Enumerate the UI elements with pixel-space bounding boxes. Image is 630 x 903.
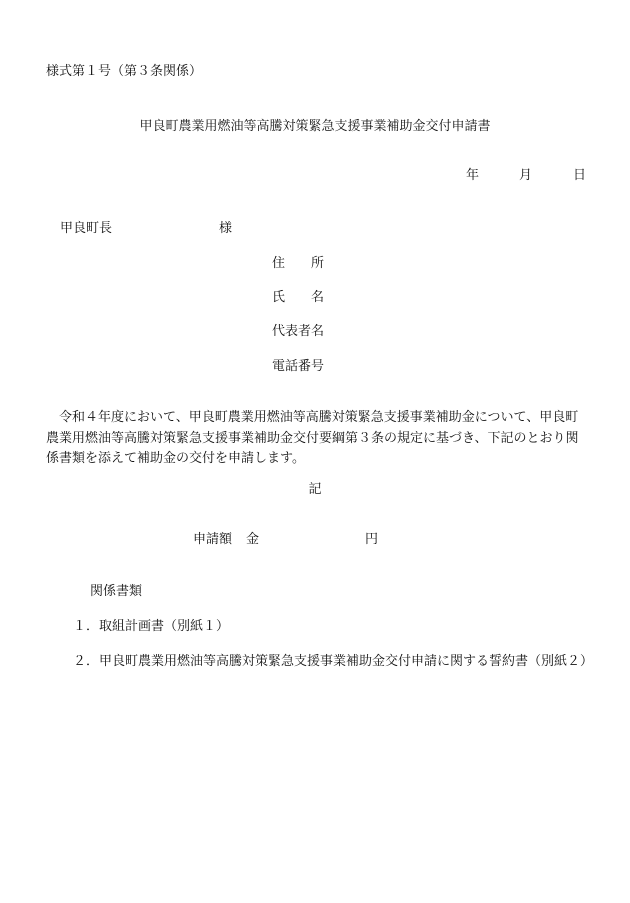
related-doc-number: ２． (73, 654, 100, 669)
related-doc-text: 甲良町農業用燃油等高騰対策緊急支援事業補助金交付申請に関する誓約書（別紙２） (99, 654, 594, 669)
related-doc-text: 取組計画書（別紙１） (99, 619, 230, 634)
date-year: 年 (466, 168, 480, 183)
form-number: 様式第１号（第３条関係） (46, 64, 203, 79)
document-title: 甲良町農業用燃油等高騰対策緊急支援事業補助金交付申請書 (139, 119, 491, 134)
date-month: 月 (519, 168, 533, 183)
body-text: 令和４年度において、甲良町農業用燃油等高騰対策緊急支援事業補助金について、甲良町農業用燃油等高騰対策緊急支援事業補助金交付要綱第３条の規定に基づき、下記のとおり関係書類を添えて補助金の交付を申請します。 (46, 410, 579, 466)
related-doc-item (73, 618, 229, 636)
amount-unit: 円 (365, 532, 379, 547)
amount-prefix: 金 (246, 532, 260, 547)
amount-label: 申請額 (193, 532, 233, 547)
phone-label: 電話番号 (272, 359, 325, 374)
name-label: 氏 名 (272, 290, 325, 305)
address-label: 住 所 (272, 256, 325, 271)
representative-label: 代表者名 (272, 324, 325, 339)
related-docs-heading: 関係書類 (90, 584, 143, 599)
related-doc-item (73, 653, 593, 671)
ki-heading: 記 (308, 482, 322, 497)
related-doc-number: １． (73, 619, 100, 634)
application-body (46, 408, 586, 470)
addressee-honorific: 様 (219, 221, 233, 236)
date-day: 日 (573, 168, 587, 183)
addressee-name: 甲良町長 (60, 221, 113, 236)
